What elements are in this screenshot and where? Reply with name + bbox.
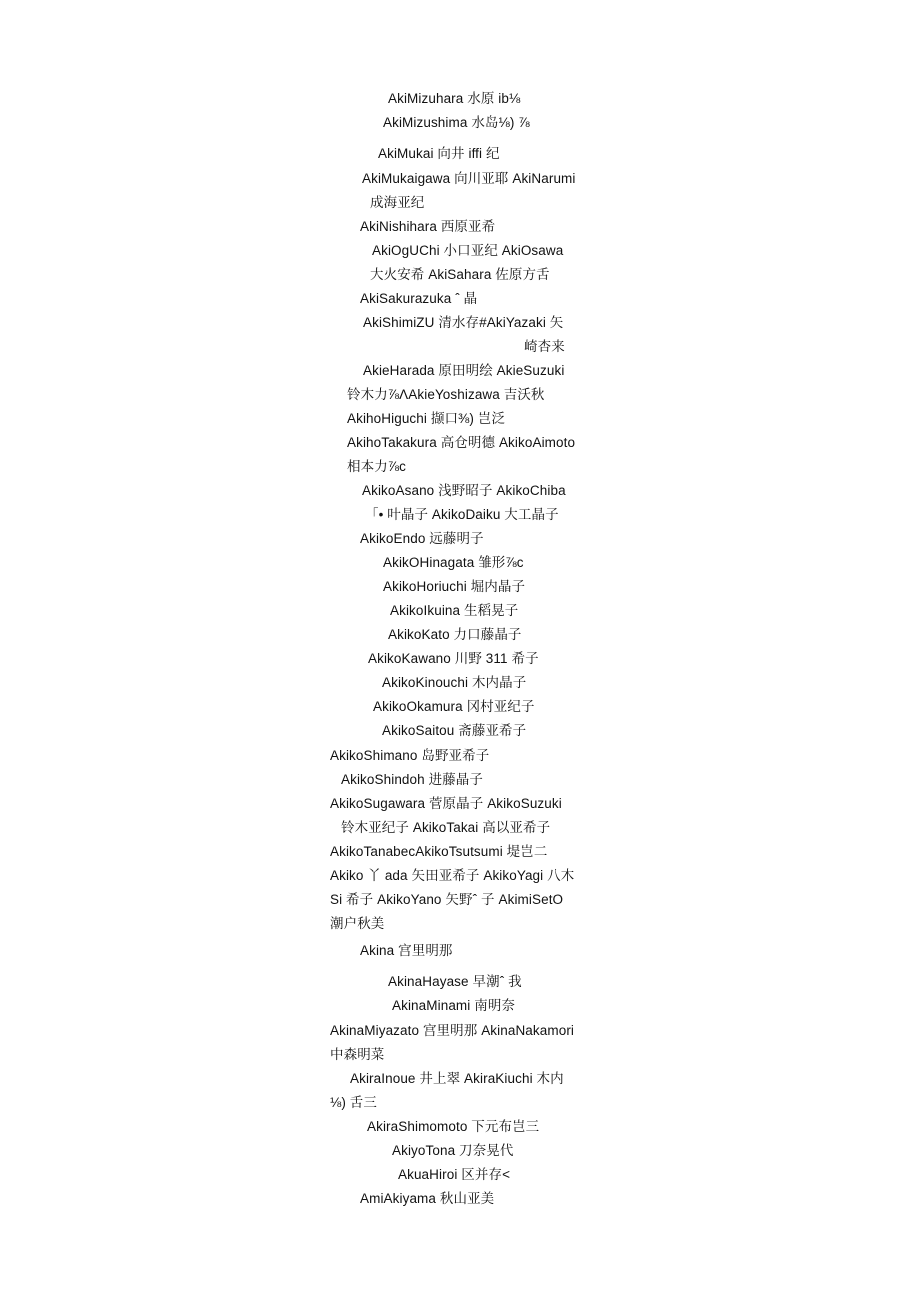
name-line: AkuaHiroi 区并存<	[398, 1167, 511, 1182]
name-line: Akiko 丫 ada 矢田亚希子 AkikoYagi 八木	[330, 868, 575, 883]
name-line: AkikoKato 力口藤晶子	[388, 627, 522, 642]
name-line: 大火安希 AkiSahara 佐原方舌	[370, 267, 550, 282]
name-line: AkiSakurazuka ˆ 晶	[360, 291, 478, 306]
name-line: Si 希子 AkikoYano 矢野ˆ 子 AkimiSetO	[330, 892, 564, 907]
name-line: AkiShimiZU 清水存#AkiYazaki 矢	[363, 315, 564, 330]
name-line: AkiMukai 向井 iffi 纪	[378, 146, 500, 161]
name-line: 中森明菜	[330, 1047, 385, 1062]
name-line: AkikoHoriuchi 堀内晶子	[383, 579, 526, 594]
name-line: AkihoTakakura 高仓明德 AkikoAimoto	[347, 435, 576, 450]
name-line: 潮户秋美	[330, 916, 385, 931]
name-line: AkinaMinami 南明奈	[392, 998, 516, 1013]
name-line: AkihoHiguchi 撷口⅜) 岂泛	[347, 411, 506, 426]
name-line: AkiyoTona 刀奈晃代	[392, 1143, 514, 1158]
name-line: AkiNishihara 西原亚希	[360, 219, 496, 234]
name-line: AkikoAsano 浅野昭子 AkikoChiba	[362, 483, 566, 498]
name-line: AkikoSugawara 菅原晶子 AkikoSuzuki	[330, 796, 562, 811]
name-line: ⅛) 舌三	[330, 1095, 378, 1110]
name-line: AkiraShimomoto 下元布岂三	[367, 1119, 540, 1134]
name-line: Akina 宫里明那	[360, 943, 453, 958]
name-line: AkikoOkamura 冈村亚纪子	[373, 699, 535, 714]
name-line: AkikoIkuina 生稻晃子	[390, 603, 519, 618]
name-line: AkikoKinouchi 木内晶子	[382, 675, 527, 690]
name-line: 铃木力⅞ΛAkieYoshizawa 吉沃秋	[347, 387, 545, 402]
name-line: AkiMizushima 水岛⅛) ⅞	[383, 115, 530, 130]
name-line: AkinaHayase 早潮ˆ 我	[388, 974, 522, 989]
name-line: AkiOgUChi 小口亚纪 AkiOsawa	[372, 243, 564, 258]
name-line: AmiAkiyama 秋山亚美	[360, 1191, 495, 1206]
name-line: 「• 叶晶子 AkikoDaiku 大工晶子	[365, 507, 559, 522]
name-line: 铃木亚纪子 AkikoTakai 高以亚希子	[341, 820, 551, 835]
name-line: AkikoKawano 川野 311 希子	[368, 651, 539, 666]
name-line: AkikoShimano 岛野亚希子	[330, 748, 490, 763]
name-line: AkikoShindoh 进藤晶子	[341, 772, 484, 787]
name-line: AkiMukaigawa 向川亚耶 AkiNarumi	[362, 171, 576, 186]
name-line: 成海亚纪	[370, 195, 425, 210]
name-line: AkikoEndo 远藤明子	[360, 531, 484, 546]
name-line: AkiraInoue 井上翠 AkiraKiuchi 木内	[350, 1071, 564, 1086]
name-line: AkieHarada 原田明绘 AkieSuzuki	[363, 363, 565, 378]
name-line: AkikoTanabecAkikoTsutsumi 堤岂二	[330, 844, 548, 859]
name-line: 相本力⅞c	[347, 459, 407, 474]
name-line: AkikoSaitou 斋藤亚希子	[382, 723, 527, 738]
name-line: AkiMizuhara 水原 ib⅛	[388, 91, 521, 106]
name-line: AkikOHinagata 雏形⅞c	[383, 555, 524, 570]
name-line: AkinaMiyazato 宫里明那 AkinaNakamori	[330, 1023, 575, 1038]
name-line: 崎杏来	[524, 339, 565, 354]
